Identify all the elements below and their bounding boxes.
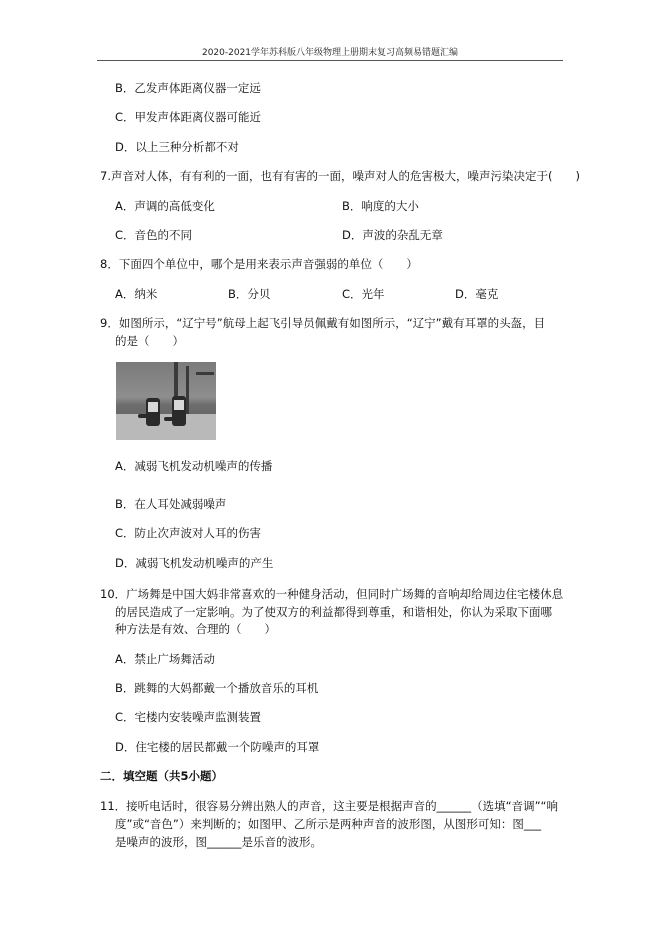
q9-option-b: B．在人耳处减弱噪声 xyxy=(115,497,227,511)
q9-stem-line1: 9．如图所示，“辽宁号”航母上起飞引导员佩戴有如图所示，“辽宁”戴有耳罩的头盔，目 xyxy=(100,316,546,330)
q10-stem-line3: 种方法是有效、合理的（ ） xyxy=(115,622,276,636)
q8-option-b: B．分贝 xyxy=(228,287,271,301)
header-divider xyxy=(97,60,563,61)
q8-option-d: D．毫克 xyxy=(455,287,499,301)
q10-option-c: C．宅楼内安装噪声监测装置 xyxy=(115,710,262,724)
q10-option-a: A．禁止广场舞活动 xyxy=(115,652,215,666)
q7-option-c: C．音色的不同 xyxy=(115,228,193,242)
q10-option-b: B．跳舞的大妈都戴一个播放音乐的耳机 xyxy=(115,681,319,695)
q11-stem-line2: 度”或“音色”）来判断的；如图甲、乙所示是两种声音的波形图，从图形可知：图___ xyxy=(115,817,542,831)
q9-option-d: D．减弱飞机发动机噪声的产生 xyxy=(115,556,274,570)
q7-stem: 7.声音对人体，有有利的一面，也有有害的一面，噪声对人的危害极大，噪声污染决定于( ) xyxy=(100,169,580,183)
page-header: 2020-2021学年苏科版八年级物理上册期末复习高频易错题汇编 xyxy=(201,48,459,58)
q7-option-b: B．响度的大小 xyxy=(342,199,419,213)
q8-option-c: C．光年 xyxy=(342,287,385,301)
q10-stem-line1: 10．广场舞是中国大妈非常喜欢的一种健身活动，但同时广场舞的音响却给周边住宅楼休息 xyxy=(100,587,564,601)
q10-option-d: D．住宅楼的居民都戴一个防噪声的耳罩 xyxy=(115,740,320,754)
q7-option-a: A．声调的高低变化 xyxy=(115,199,215,213)
q11-stem-line1: 11．接听电话时，很容易分辨出熟人的声音，这主要是根据声音的______（选填“音调”“响 xyxy=(100,799,559,813)
q6-option-d: D．以上三种分析都不对 xyxy=(115,140,239,154)
section-title-fill-in: 二．填空题（共5小题） xyxy=(100,769,224,783)
q6-option-c: C．甲发声体距离仪器可能近 xyxy=(115,110,262,124)
q8-stem: 8．下面四个单位中，哪个是用来表示声音强弱的单位（ ） xyxy=(100,257,418,271)
q9-option-c: C．防止次声波对人耳的伤害 xyxy=(115,526,262,540)
q11-stem-line3: 是噪声的波形，图______是乐音的波形。 xyxy=(115,835,322,849)
q8-option-a: A．纳米 xyxy=(115,287,158,301)
q9-option-a: A．减弱飞机发动机噪声的传播 xyxy=(115,459,273,473)
q7-option-d: D．声波的杂乱无章 xyxy=(342,228,443,242)
q6-option-b: B．乙发声体距离仪器一定远 xyxy=(115,81,261,95)
flight-deck-photo xyxy=(116,362,216,440)
q9-stem-line2: 的是（ ） xyxy=(115,334,184,348)
q10-stem-line2: 的居民造成了一定影响。为了使双方的利益都得到尊重，和谐相处，你认为采取下面哪 xyxy=(115,605,552,619)
